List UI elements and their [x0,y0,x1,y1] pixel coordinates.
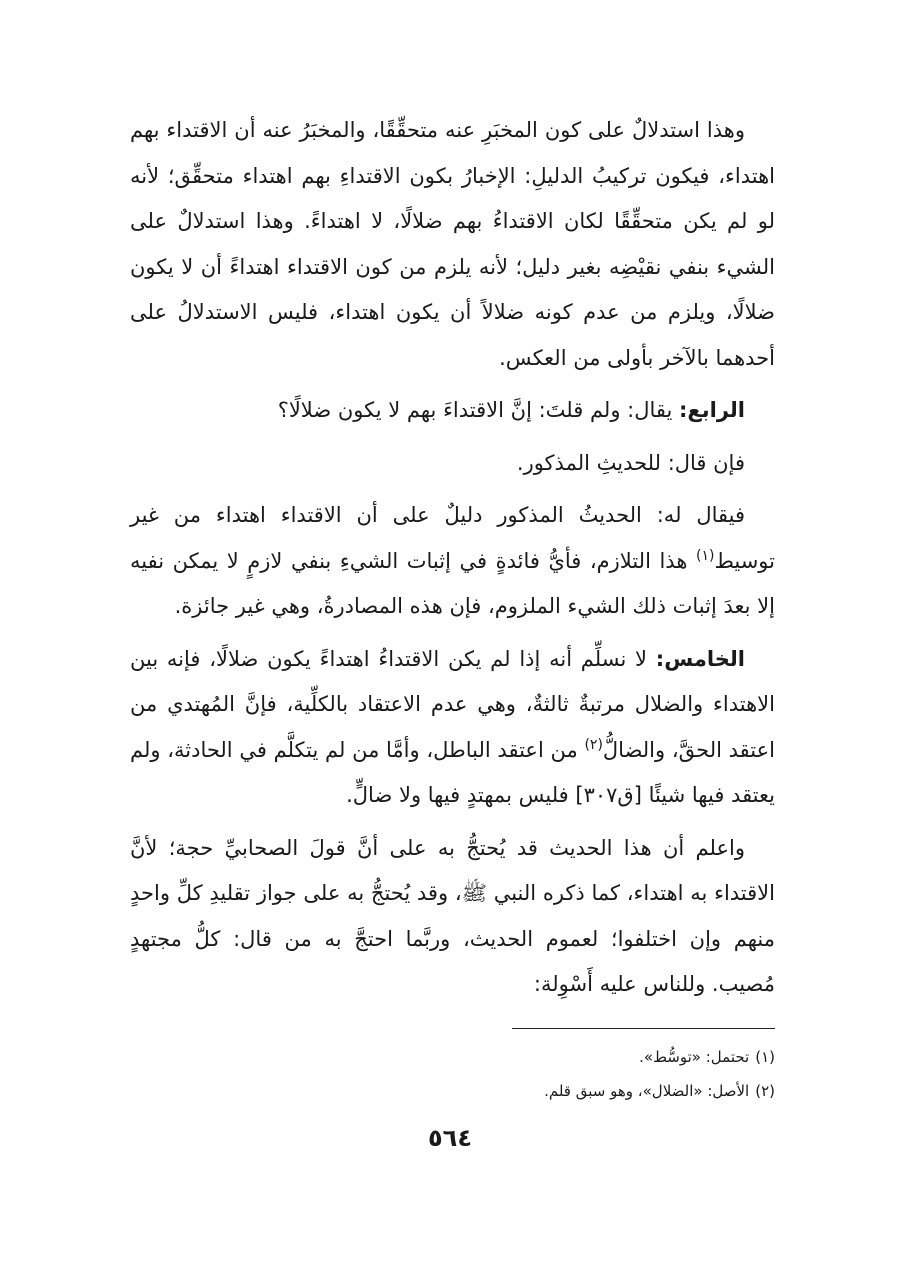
footnote-1-number: (١) [755,1048,775,1066]
footnote-2 [430,1074,775,1108]
paragraph-4 [130,493,775,630]
footnote-ref-2[interactable]: (٢) [584,736,603,753]
paragraph-2-label: الرابع: [679,398,745,422]
footnote-1 [430,1040,775,1074]
paragraph-6: واعلم أن هذا الحديث قد يُحتجُّ به على أنَّ قولَ الصحابيِّ حجة؛ لأنَّ الاقتداء به اهتداء، كما ذكره النبي ﷺ، وقد يُحتجُّ به على جواز تقليدِ كلِّ واحدٍ منهم وإن اختلفوا؛ لعموم الحديث، وربَّما احتجَّ به من قال: كلُّ مجتهدٍ مُصيب. وللناس عليه أَسْوِلة: [130,835,775,996]
paragraph-5-text-b: من اعتقد الباطل، وأمَّا من لم يتكلَّم في الحادثة، ولم يعتقد فيها شيئًا [ق٣٠٧] فليس بمهتدٍ فيها ولا ضالٍّ. [130,737,775,807]
page-number: ٥٦٤ [428,1124,472,1152]
paragraph-2 [130,388,775,434]
paragraph-5-label: الخامس: [655,646,745,671]
paragraph-4-text-a: فيقال له: الحديثُ المذكور دليلٌ على أن الاقتداء اهتداء من غير توسيط [130,503,775,573]
paragraph-3: فإن قال: للحديثِ المذكور. [516,450,745,475]
paragraph-2-text: يقال: ولم قلتَ: إنَّ الاقتداءَ بهم لا يكون ضلالًا؟ [277,398,680,422]
footnote-separator [512,1028,775,1029]
footnote-ref-1[interactable]: (١) [695,547,715,564]
footnote-1-text: تحتمل: «توسُّط». [639,1048,750,1066]
footnote-2-number: (٢) [755,1082,775,1100]
paragraph-1: وهذا استدلالٌ على كون المخبَرِ عنه متحقِّقًا، والمخبَرُ عنه أن الاقتداء بهم اهتداء، فيكون تركيبُ الدليلِ: الإخبارُ بكون الاقتداءِ بهم اهتداء متحقِّق؛ لأنه لو لم يكن متحقِّقًا لكان الاقتداءُ بهم ضلالًا، لا اهتداءً. وهذا استدلالٌ على الشيء بنفي نقيْضِه بغير دليل؛ لأنه يلزم من كون الاقتداء اهتداءً أن لا يكون ضلالًا، ويلزم من عدم كونه ضلالاً أن يكون اهتداء، فليس الاستدلالُ على أحدهما بالآخر بأولى من العكس. [130,118,775,370]
footnotes [430,1040,775,1108]
footnote-2-text: الأصل: «الضلال»، وهو سبق قلم. [544,1082,750,1100]
paragraph-4-text-b: هذا التلازم، فأيُّ فائدةٍ في إثبات الشيءِ بنفي لازمٍ لا يمكن نفيه إلا بعدَ إثبات ذلك الشيء الملزوم، فإن هذه المصادرةُ، وهي غير جائزة. [130,548,775,618]
paragraph-5-text-a: لا نسلِّم أنه إذا لم يكن الاقتداءُ اهتداءً يكون ضلالًا، فإنه بين الاهتداء والضلال مرتبةٌ ثالثةٌ، وهي عدم الاعتقاد بالكلِّية، فإنَّ المُهتدي من اعتقد الحقَّ، والضالُّ [130,646,775,762]
paragraph-5 [130,637,775,819]
main-text [130,108,775,1015]
